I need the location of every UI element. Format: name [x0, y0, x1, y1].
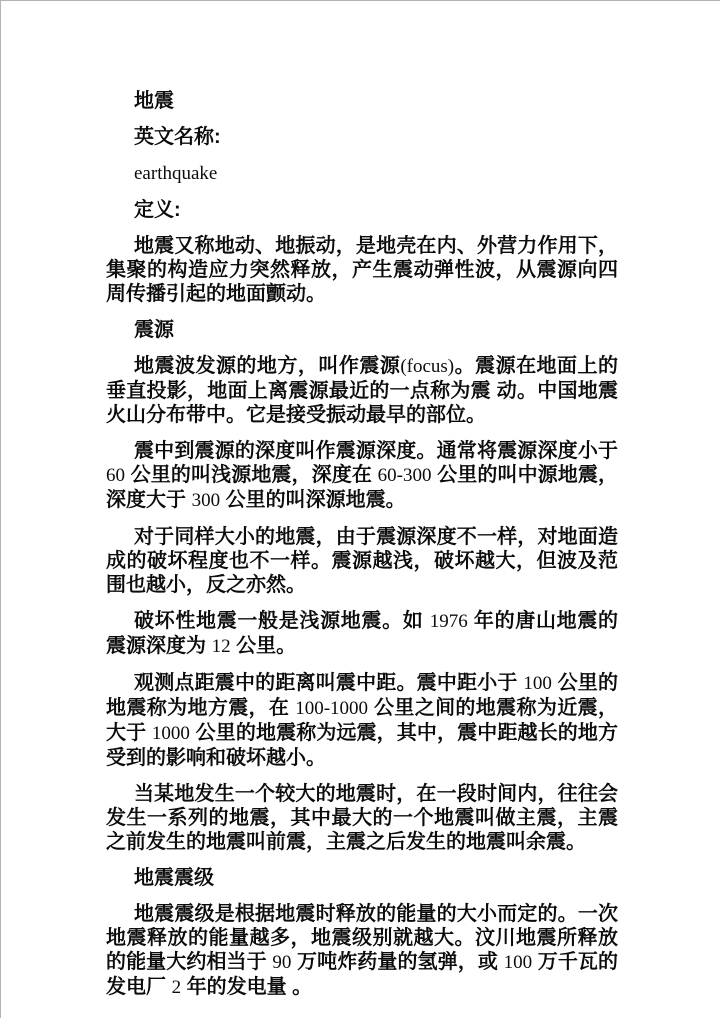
latin-text-run: 300: [191, 490, 221, 511]
cjk-text-run: 英文名称:: [134, 126, 221, 148]
hypocenter-paragraph: [106, 354, 618, 427]
cjk-text-run: 地震波发源的地方，叫作震源: [134, 355, 401, 377]
english-name-label: [106, 125, 618, 149]
magnitude-heading: [106, 866, 618, 890]
latin-text-run: 1976: [429, 611, 468, 632]
english-name-value: [106, 161, 618, 186]
hypocenter-heading: [106, 318, 618, 342]
definition-paragraph: [106, 234, 618, 306]
cjk-text-run: 观测点距震中的距离叫震中距。震中距小于: [134, 672, 524, 694]
epicentral-distance-paragraph: [106, 671, 618, 770]
latin-text-run: (focus): [400, 356, 455, 377]
cjk-text-run: 震源: [134, 319, 174, 341]
cjk-text-run: 震中到震源的深度叫作震源深度。通常将震源深度小于: [134, 440, 618, 462]
cjk-text-run: 公里之间的地震称为近震，大于: [106, 697, 618, 744]
cjk-text-run: 年的唐山地震的震源深度为: [106, 610, 618, 657]
cjk-text-run: 。震源在地面上的垂直投影，地面上离震源最近的一点称为震 动。中国地震火山分布带中。它是接受振动最早的部位。: [106, 355, 619, 426]
latin-text-run: 100: [523, 673, 552, 694]
cjk-text-run: 破坏性地震一般是浅源地震。如: [134, 610, 430, 632]
mainshock-paragraph: [106, 782, 618, 854]
cjk-text-run: 公里的叫深源地震。: [220, 489, 406, 511]
latin-text-run: 12: [211, 636, 231, 657]
latin-text-run: 100: [503, 952, 533, 973]
latin-text-run: earthquake: [134, 163, 218, 184]
cjk-text-run: 万吨炸药量的氢弹，或: [291, 951, 504, 973]
cjk-text-run: 公里。: [230, 635, 297, 657]
cjk-text-run: 万千瓦的发电厂: [106, 951, 618, 998]
cjk-text-run: 地震: [134, 90, 174, 112]
latin-text-run: 100-1000: [295, 698, 369, 719]
latin-text-run: 90: [272, 952, 292, 973]
latin-text-run: 60-300: [377, 465, 432, 486]
cjk-text-run: 定义:: [134, 199, 181, 221]
cjk-text-run: 年的发电量 。: [181, 976, 313, 998]
cjk-text-run: 公里的地震称为远震，其中，震中距越长的地方受到的影响和破坏越小。: [106, 722, 618, 769]
definition-label: [106, 198, 618, 222]
cjk-text-run: 地震震级是根据地震时释放的能量的大小而定的。一次地震释放的能量越多，地震级别就越大。汶川地震所释放的能量大约相当于: [106, 903, 618, 973]
shallow-quake-paragraph: [106, 609, 618, 659]
cjk-text-run: 对于同样大小的地震，由于震源深度不一样，对地面造成的破坏程度也不一样。震源越浅，破坏越大，但波及范围也越小，反之亦然。: [106, 526, 618, 596]
focal-depth-paragraph: [106, 439, 618, 513]
latin-text-run: 60: [106, 465, 125, 486]
magnitude-paragraph: [106, 902, 618, 1000]
cjk-text-run: 当某地发生一个较大的地震时，在一段时间内，往往会发生一系列的地震，其中最大的一个地震叫做主震，主震之前发生的地震叫前震，主震之后发生的地震叫余震。: [106, 783, 618, 853]
latin-text-run: 1000: [151, 723, 190, 744]
cjk-text-run: 公里的叫中源地震，深度大于: [106, 464, 618, 511]
cjk-text-run: 公里的叫浅源地震，深度在: [125, 464, 378, 486]
cjk-text-run: 地震又称地动、地振动，是地壳在内、外营力作用下，集聚的构造应力突然释放，产生震动弹性波，从震源向四周传播引起的地面颤动。: [106, 235, 618, 305]
title-heading: [106, 89, 618, 113]
cjk-text-run: 地震震级: [134, 867, 214, 889]
latin-text-run: 2: [171, 977, 182, 998]
depth-damage-paragraph: [106, 525, 618, 597]
cjk-text-run: 公里的地震称为地方震，在: [106, 672, 619, 719]
